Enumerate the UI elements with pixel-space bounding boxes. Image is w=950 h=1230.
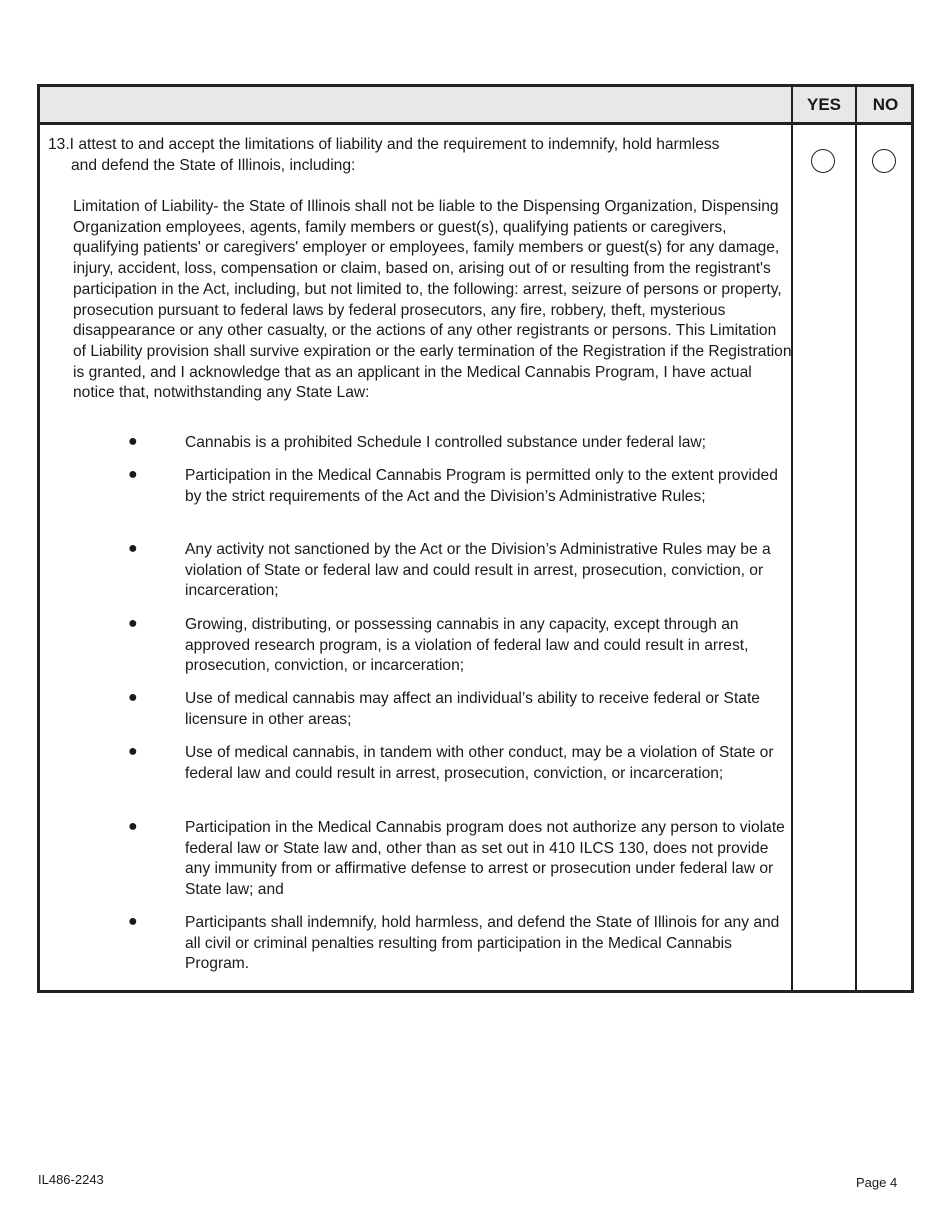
- yes-radio-button[interactable]: [811, 149, 835, 173]
- table-header-row: [40, 87, 911, 125]
- bullet-icon: ●: [128, 818, 138, 835]
- bullet-icon: ●: [128, 433, 138, 450]
- column-divider: [855, 87, 857, 990]
- attestation-table: YES NO 13.I attest to and accept the limitations of liability and the requirement to indemnify, hold harmless and defend the State of Illinois, including: Limitation of Liability- the State of Illinois shall not be liable to the Dispensing Organization, Dispensing Organization employees, agents, family members or guest(s), qualifying patients or caregivers, qualifying patients' or caregivers' employer or employees, family members or guest(s) for any damage, injury, accident, loss, compensation or claim, based on, arising out of or resulting from the registrant's participation in the Act, including, but not limited to, the following: arrest, seizure of persons or property, prosecution pursuant to federal laws by federal prosecutors, any fire, robbery, theft, mysterious disappearance or any other casualty, or the actions of any other registrants or persons. This Limitation of Liability provision shall survive expiration or the early termination of the Registration if the Registration is granted, and I acknowledge that as an applicant in the Medical Cannabis Program, I have actual notice that, notwithstanding any State Law: ● Cannabis is a prohibited Schedule I controlled substance under federal law; ● Participation in the Medical Cannabis Program is permitted only to the extent provided by the strict requirements of the Act and the Division’s Administrative Rules; ● Any activity not sanctioned by the Act or the Division’s Administrative Rules may be a violation of State or federal law and could result in arrest, prosecution, conviction, or incarceration; ● Growing, distributing, or possessing cannabis in any capacity, except through an approved research program, is a violation of federal law and could result in arrest, prosecution, conviction, or incarceration; ● Use of medical cannabis may affect an individual’s ability to receive federal or State licensure in other areas; ● Use of medical cannabis, in tandem with other conduct, may be a violation of State or federal law and could result in arrest, prosecution, conviction, or incarceration; ● Participation in the Medical Cannabis program does not authorize any person to violate federal law or State law and, other than as set out in 410 ILCS 130, does not provide any immunity from or affirmative defense to arrest or prosecution under federal law or State law; and ● Participants shall indemnify, hold harmless, and defend the State of Illinois for any and all civil or criminal penalties resulting from participation in the Medical Cannabis Program.: [37, 84, 914, 993]
- bullet-icon: ●: [128, 615, 138, 632]
- limitation-of-liability-paragraph: Limitation of Liability- the State of Illinois shall not be liable to the Dispensing Organization, Dispensing Organization employees, agents, family members or guest(s), qualifying patients or caregivers, qualifying patients' or caregivers' employer or employees, family members or guest(s) for any damage, injury, accident, loss, compensation or claim, based on, arising out of or resulting from the registrant's participation in the Act, including, but not limited to, the following: arrest, seizure of persons or property, prosecution pursuant to federal laws by federal prosecutors, any fire, robbery, theft, mysterious disappearance or any other casualty, or the actions of any other registrants or persons. This Limitation of Liability provision shall survive expiration or the early termination of the Registration if the Registration is granted, and I acknowledge that as an applicant in the Medical Cannabis Program, I have actual notice that, notwithstanding any State Law:: [73, 198, 792, 402]
- page-number: Page 4: [856, 1175, 898, 1190]
- bullet-icon: ●: [128, 540, 138, 557]
- no-radio-button[interactable]: [872, 149, 896, 173]
- question-text-line-1: 13.I attest to and accept the limitations of liability and the requirement to indemnify, hold harmless: [48, 136, 720, 153]
- question-text-line-2: and defend the State of Illinois, including:: [71, 157, 356, 174]
- form-id: IL486-2243: [38, 1172, 104, 1187]
- bullet-icon: ●: [128, 743, 138, 760]
- bullet-icon: ●: [128, 913, 138, 930]
- no-column-header: NO: [872, 95, 899, 114]
- bullet-icon: ●: [128, 466, 138, 483]
- yes-column-header: YES: [806, 95, 842, 114]
- bullet-icon: ●: [128, 689, 138, 706]
